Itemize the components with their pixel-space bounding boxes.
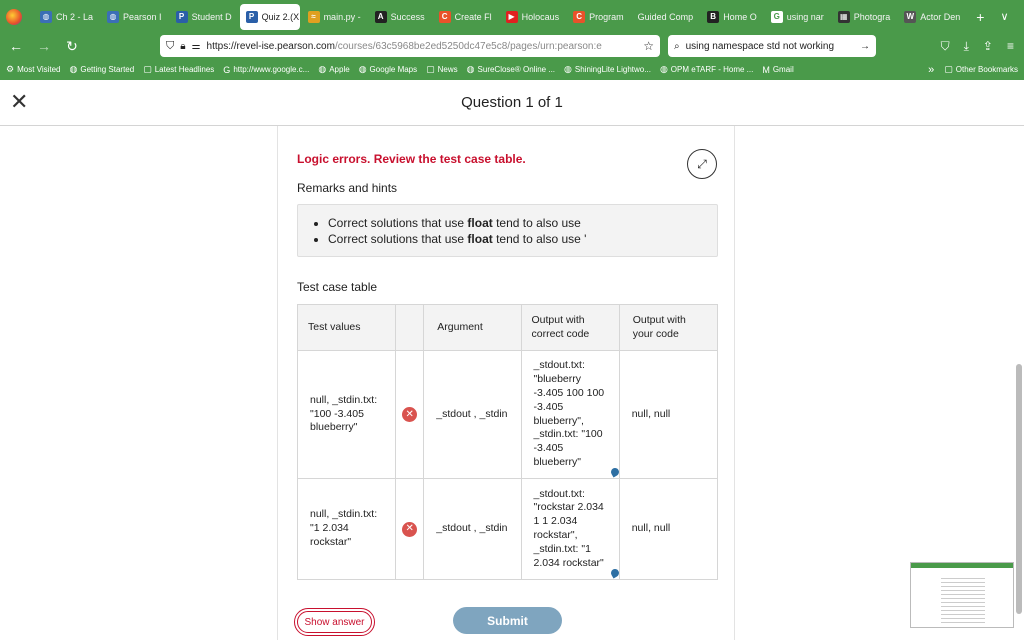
hint-text: tend to also use [492,216,581,230]
tab-item[interactable] [701,4,763,30]
tab-label: Pearson I [123,11,162,22]
tab-label: using nar [786,11,824,22]
test-case-table [297,304,718,580]
bookmark-star-icon[interactable]: ☆ [643,39,654,53]
correct-output-cell [521,351,619,479]
bookmark-label: Google Maps [369,65,418,74]
test-values-cell: null, _stdin.txt: "1 2.034 rockstar" [298,479,396,580]
bookmark-label: News [437,65,458,74]
bookmark-item[interactable] [359,64,417,75]
table-row [298,351,718,479]
bookmarks-toolbar [0,59,1024,80]
argument-cell: _stdout , _stdin [424,351,521,479]
bookmark-icon: ◍ [564,64,572,74]
tab-favicon-icon: C [573,11,585,23]
tab-item[interactable] [898,4,966,30]
tab-favicon-icon: ◍ [107,11,119,23]
bookmark-label: SureClose® Online ... [477,65,556,74]
tab-label: Success [390,11,425,22]
show-answer-label: Show answer [297,611,372,633]
hint-keyword: float [467,216,493,230]
bookmark-item[interactable] [426,64,458,75]
col-test-values: Test values [298,305,396,351]
your-output-cell: null, null [619,351,717,479]
reload-icon[interactable]: ↻ [66,37,78,54]
folder-icon: ▢ [944,64,953,74]
bookmark-item[interactable] [564,64,651,75]
bookmark-label: Apple [329,65,350,74]
thumbnail-content [941,575,985,625]
bookmark-icon: ◍ [466,64,475,74]
bookmark-icon: ⚙ [6,64,15,74]
search-icon: ⌕ [674,40,680,52]
bookmark-icon: ◍ [358,64,367,74]
bookmark-label: ShiningLite Lightwo... [574,65,651,74]
bookmark-item[interactable] [467,64,555,75]
thumbnail-toolbar [911,563,1013,568]
tab-favicon-icon: C [439,11,451,23]
pocket-icon[interactable]: ⛉ [940,38,950,53]
download-icon[interactable]: ⤓ [963,38,969,53]
tab-favicon-icon: ▶ [506,11,518,23]
hint-text: Correct solutions that use [328,231,468,246]
fail-icon: ✕ [402,407,417,422]
tab-item[interactable] [302,4,367,30]
bookmark-item[interactable] [223,64,309,75]
tab-label: Ch 2 - La [56,11,94,22]
page-title: Question 1 of 1 [461,94,563,111]
col-argument: Argument [424,305,521,351]
tab-favicon-icon: ≈ [308,11,320,23]
url-bar[interactable] [160,35,660,57]
bookmark-icon: ▢ [426,64,435,74]
bookmark-item[interactable] [143,64,214,75]
tab-item[interactable] [34,4,99,30]
bookmark-item[interactable] [762,64,793,75]
your-output-cell: null, null [619,479,717,580]
new-tab-button[interactable]: + [976,8,985,25]
scrollbar[interactable] [1016,364,1022,614]
nav-bar [0,33,1024,59]
submit-button[interactable]: Submit [453,607,562,634]
toolbar-right [941,39,1018,54]
bookmark-label: Most Visited [17,65,61,74]
status-cell [396,479,424,580]
bookmark-label: http://www.google.c... [233,65,310,74]
expand-button[interactable] [687,149,717,179]
bookmark-item[interactable] [318,64,349,75]
other-bookmarks[interactable] [944,64,1018,75]
menu-icon[interactable]: ≡ [1006,38,1014,53]
bookmark-item[interactable] [70,64,135,75]
tab-favicon-icon: ▦ [838,11,850,23]
bookmark-label: Gmail [772,65,794,74]
screenshot-thumbnail[interactable] [910,562,1014,628]
tab-list-button[interactable]: ∨ [1000,11,1009,23]
tab-label: main.py - [323,11,361,22]
content-area [0,126,1024,640]
hints-box [297,204,718,257]
table-row [298,479,718,580]
remarks-heading: Remarks and hints [297,181,398,195]
tab-label: Create Fl [454,11,492,22]
tab-label: Holocaus [521,11,560,22]
test-values-cell: null, _stdin.txt: "100 -3.405 blueberry" [298,351,396,479]
bookmark-item[interactable] [660,64,753,75]
share-icon[interactable]: ⇪ [982,38,993,53]
firefox-icon[interactable] [6,9,22,25]
permissions-icon[interactable]: ⚌ [191,40,201,52]
tab-label: Actor Den [920,11,961,22]
question-header [0,80,1024,126]
hint-keyword: float [467,231,493,246]
tab-favicon-icon: A [375,11,387,23]
bookmark-icon: G [223,64,231,75]
shield-icon[interactable]: ⛉ [166,39,175,52]
expand-icon: ⤢ [697,156,707,171]
url-path: /courses/63c5968be2ed5250dc47e5c8/pages/urn:pearson:e [334,40,602,52]
tab-item[interactable] [101,4,168,30]
tab-favicon-icon: G [771,11,783,23]
hint-item [328,216,717,232]
tab-label: Guided Comp [637,11,694,22]
tab-item[interactable] [567,4,630,30]
tab-favicon-icon: ◍ [40,11,52,23]
col-correct-output: Output with correct code [521,305,619,351]
tab-favicon-icon: W [904,11,916,23]
search-bar[interactable] [668,35,876,57]
col-status [396,305,424,351]
url-domain: https://revel-ise.pearson.com [206,40,335,52]
tab-label: Student D [191,11,232,22]
tab-item[interactable] [369,4,431,30]
tab-item[interactable] [500,4,566,30]
col-your-output: Output with your code [619,305,717,351]
bookmark-label: Latest Headlines [154,65,215,74]
tab-label: Quiz 2.(X [261,11,300,22]
bookmark-icon: ▢ [143,64,152,74]
tab-label: Photogra [853,11,891,22]
close-icon[interactable]: ✕ [10,89,29,114]
argument-cell: _stdout , _stdin [424,479,521,580]
tab-strip [34,4,966,30]
tab-label: Home O [723,11,757,22]
bookmark-icon: M [762,64,770,75]
bookmark-label: OPM eTARF - Home ... [670,65,754,74]
fail-icon: ✕ [402,522,417,537]
bookmark-list [6,64,794,75]
tab-favicon-icon: P [246,11,258,23]
bookmark-icon: ◍ [318,64,327,74]
lock-icon[interactable]: 🔒︎ [180,40,186,52]
back-icon[interactable]: ← [9,38,23,54]
tab-item[interactable] [240,4,300,30]
status-cell [396,351,424,479]
correct-output-text: _stdout.txt: "blueberry -3.405 100 100 -3.405 blueberry", _stdin.txt: "100 -3.405 blueberry" [533,359,605,468]
table-header-row [298,305,718,351]
bookmarks-right [928,64,1018,76]
bookmark-icon: ◍ [659,64,668,74]
forward-icon[interactable]: → [37,38,51,54]
bookmark-label: Getting Started [80,65,135,74]
correct-output-cell [521,479,619,580]
show-answer-button[interactable] [294,608,375,636]
error-message: Logic errors. Review the test case table. [297,152,526,166]
tab-item[interactable] [170,4,238,30]
question-panel [277,126,735,640]
search-input[interactable]: using namespace std not working [685,40,835,52]
tab-bar [0,0,1024,33]
bookmark-item[interactable] [6,64,61,75]
tab-label: Program [589,11,624,22]
tab-item[interactable] [632,4,700,30]
test-case-heading: Test case table [297,280,378,294]
more-bookmarks-button[interactable]: » [928,63,935,76]
correct-output-text: _stdout.txt: "rockstar 2.034 1 1 2.034 rockstar", _stdin.txt: "1 2.034 rockstar" [533,487,604,569]
search-go-icon[interactable]: → [860,40,870,52]
tab-favicon-icon: P [176,11,188,23]
hint-item [328,232,717,248]
hint-text: Correct solutions that use [328,216,468,230]
browser-chrome [0,0,1024,80]
url-text[interactable] [207,41,638,52]
tab-item[interactable] [832,4,897,30]
tab-item[interactable] [433,4,498,30]
other-bookmarks-label: Other Bookmarks [955,65,1018,74]
tab-item[interactable] [765,4,830,30]
bookmark-icon: ◍ [69,64,78,74]
tab-favicon-icon: B [707,11,719,23]
hint-text: tend to also use ' [492,231,587,246]
